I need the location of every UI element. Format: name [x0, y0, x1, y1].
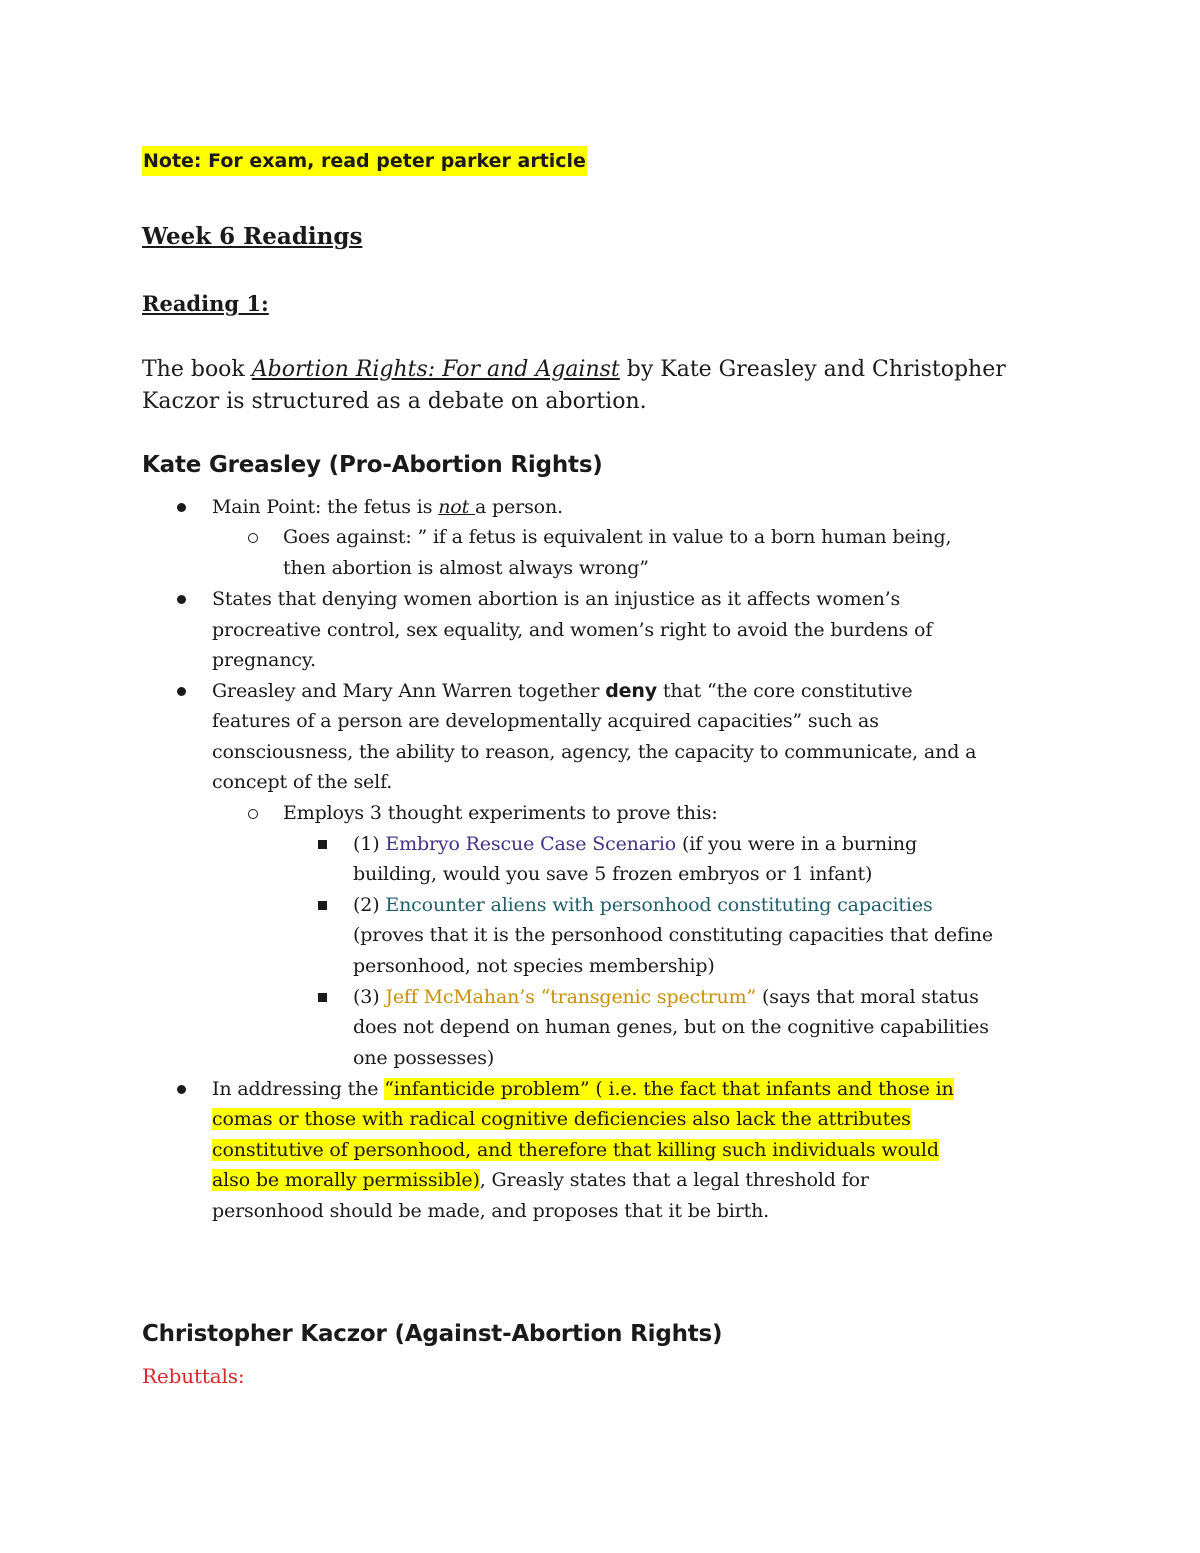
bullet-infanticide-line-4	[212, 1165, 869, 1195]
experiment-3-title: Jeff McMahan’s “transgenic spectrum”	[385, 986, 757, 1008]
exam-note: Note: For exam, read peter parker article	[142, 146, 587, 176]
experiment-2-line-3: personhood, not species membership)	[353, 955, 715, 977]
intro-text: by Kate Greasley and Christopher	[619, 357, 1006, 382]
bullet-infanticide-line-3	[212, 1135, 939, 1165]
section-heading-kaczor: Christopher Kaczor (Against-Abortion Rights)	[142, 1321, 723, 1347]
section-heading-greasley: Kate Greasley (Pro-Abortion Rights)	[142, 452, 603, 478]
text: (3)	[353, 986, 386, 1008]
week-heading: Week 6 Readings	[142, 223, 363, 250]
hollow-bullet-icon	[248, 809, 258, 819]
experiment-3-line-1	[353, 982, 979, 1012]
bullet-injustice-line-1: States that denying women abortion is an injustice as it affects women’s	[212, 588, 901, 610]
bullet-infanticide-line-2	[212, 1104, 911, 1134]
text: (2)	[353, 894, 386, 916]
text: that “the core constitutive	[657, 680, 913, 702]
text: (1)	[353, 833, 386, 855]
bullet-icon	[177, 595, 186, 604]
experiment-2-title: Encounter aliens with personhood constituting capacities	[385, 894, 933, 916]
bullet-deny-line-3: consciousness, the ability to reason, agency, the capacity to communicate, and a	[212, 741, 977, 763]
bullet-icon	[177, 503, 186, 512]
sub-goes-against-line-2: then abortion is almost always wrong”	[283, 557, 649, 579]
square-bullet-icon	[318, 993, 327, 1002]
bullet-icon	[177, 687, 186, 696]
experiment-1-title: Embryo Rescue Case Scenario	[385, 833, 677, 855]
experiment-2-line-2: (proves that it is the personhood constituting capacities that define	[353, 924, 993, 946]
intro-text: The book	[142, 357, 252, 382]
text: , Greasly states that a legal threshold for	[479, 1169, 869, 1191]
bullet-infanticide-line-5: personhood should be made, and proposes that it be birth.	[212, 1200, 770, 1222]
bullet-injustice-line-3: pregnancy.	[212, 649, 316, 671]
bullet-deny-line-2: features of a person are developmentally acquired capacities” such as	[212, 710, 879, 732]
experiment-1-line-2: building, would you save 5 frozen embryos or 1 infant)	[353, 863, 873, 885]
rebuttals-label: Rebuttals:	[142, 1364, 245, 1388]
text: Main Point: the fetus is	[212, 496, 439, 518]
highlighted-text: “infanticide problem” ( i.e. the fact that infants and those in	[384, 1078, 954, 1100]
bold-deny: deny	[605, 680, 658, 702]
square-bullet-icon	[318, 840, 327, 849]
text: (if you were in a burning	[676, 833, 918, 855]
bullet-deny-line-1	[212, 676, 912, 706]
experiment-3-line-3: one possesses)	[353, 1047, 495, 1069]
bullet-injustice-line-2: procreative control, sex equality, and women’s right to avoid the burdens of	[212, 619, 933, 641]
reading-heading: Reading 1:	[142, 291, 269, 316]
highlighted-text: also be morally permissible)	[212, 1169, 480, 1191]
text: (says that moral status	[756, 986, 979, 1008]
sub-thought-experiments: Employs 3 thought experiments to prove this:	[283, 802, 718, 824]
experiment-3-line-2: does not depend on human genes, but on the cognitive capabilities	[353, 1016, 989, 1038]
bullet-deny-line-4: concept of the self.	[212, 771, 393, 793]
hollow-bullet-icon	[248, 533, 258, 543]
intro-line-1	[142, 354, 1006, 385]
highlighted-text: comas or those with radical cognitive deficiencies also lack the attributes	[212, 1108, 911, 1130]
square-bullet-icon	[318, 901, 327, 910]
experiment-2-line-1	[353, 890, 933, 920]
sub-goes-against-line-1: Goes against: ” if a fetus is equivalent in value to a born human being,	[283, 526, 952, 548]
text: Greasley and Mary Ann Warren together	[212, 680, 606, 702]
text: a person.	[474, 496, 563, 518]
intro-line-2: Kaczor is structured as a debate on abortion.	[142, 389, 647, 414]
experiment-1-line-1	[353, 829, 917, 859]
emphasis-not: not	[438, 496, 475, 518]
highlighted-text: constitutive of personhood, and therefore that killing such individuals would	[212, 1139, 939, 1161]
book-title: Abortion Rights: For and Against	[251, 357, 620, 382]
bullet-icon	[177, 1085, 186, 1094]
text: In addressing the	[212, 1078, 385, 1100]
bullet-main-point	[212, 492, 563, 522]
bullet-infanticide-line-1	[212, 1074, 954, 1104]
